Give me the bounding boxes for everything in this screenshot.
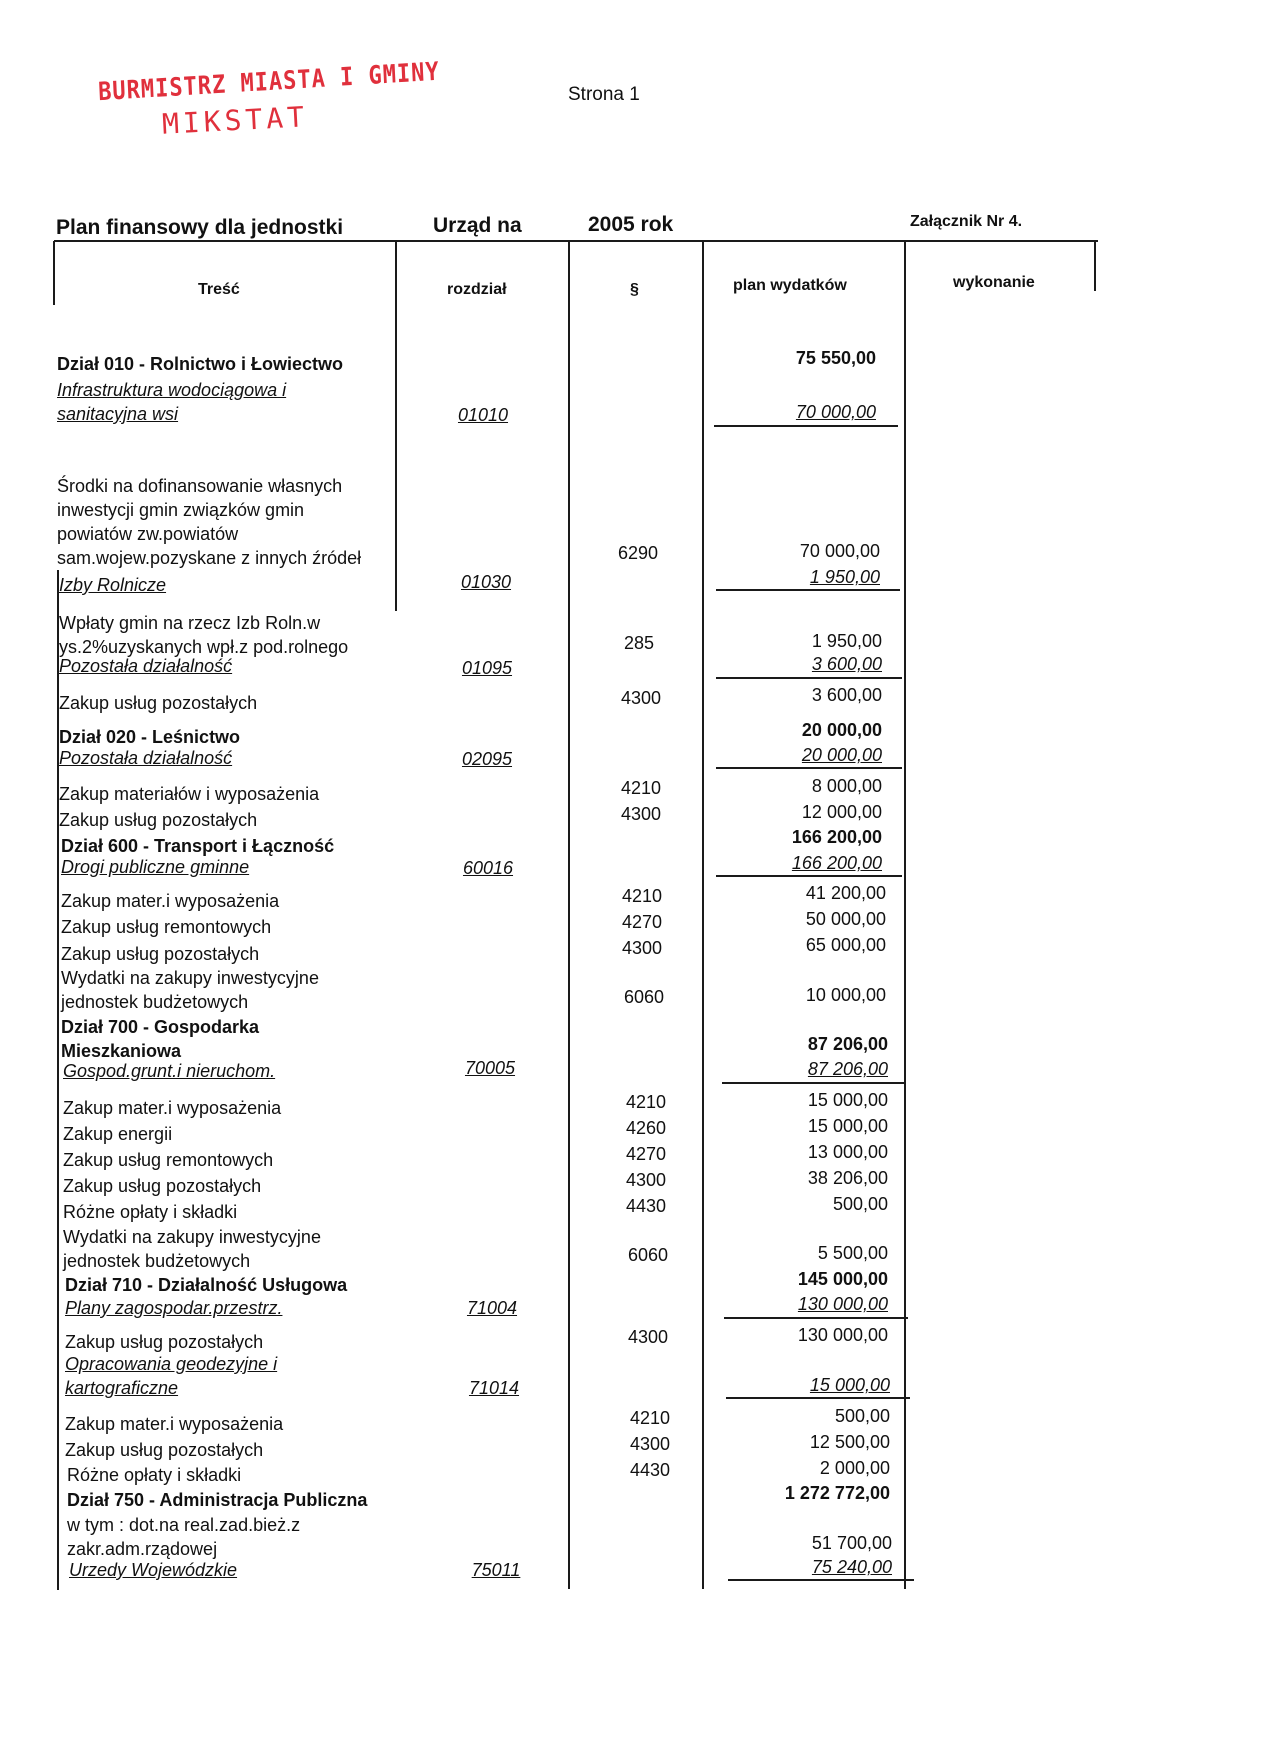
row-34-underline [728,1579,914,1581]
row-5-rozdzial: 01095 [461,658,513,678]
unit-label: Urząd na [433,214,522,237]
row-23-amount: 500,00 [832,1194,888,1214]
row-16-amount: 10 000,00 [805,985,886,1005]
row-19-text: Zakup mater.i wyposażenia [63,1098,282,1118]
stamp-line-2: MIKSTAT [161,100,309,141]
row-3-underline [716,589,900,591]
row-6-text: Zakup usług pozostałych [59,693,258,713]
row-3-rozdzial: 01030 [460,572,512,592]
row-19-amount: 15 000,00 [807,1090,888,1110]
row-17-amount: 87 206,00 [807,1034,888,1054]
row-10-text: Zakup usług pozostałych [59,810,258,830]
row-13-text: Zakup mater.i wyposażenia [61,891,280,911]
row-24-par: 6060 [627,1245,669,1265]
row-7-amount: 20 000,00 [801,720,882,740]
row-1-amount: 70 000,00 [795,402,876,422]
row-23-par: 4430 [625,1196,667,1216]
row-4-text: Wpłaty gmin na rzecz Izb Roln.w ys.2%uzyskanych wpł.z pod.rolnego [59,613,349,657]
row-10-amount: 12 000,00 [801,802,882,822]
row-0-amount: 75 550,00 [795,348,876,368]
row-18-rozdzial: 70005 [464,1058,516,1078]
row-33-text: w tym : dot.na real.zad.bież.z zakr.adm.rządowej [67,1515,301,1559]
row-0-text: Dział 010 - Rolnictwo i Łowiectwo [57,354,344,374]
row-34-amount: 75 240,00 [811,1557,892,1577]
row-27-par: 4300 [627,1327,669,1347]
row-8-rozdzial: 02095 [461,749,513,769]
row-31-par: 4430 [629,1460,671,1480]
row-31-amount: 2 000,00 [819,1458,890,1478]
row-21-text: Zakup usług remontowych [63,1150,274,1170]
row-30-text: Zakup usług pozostałych [65,1440,264,1460]
attachment-label: Załącznik Nr 4. [910,213,1023,230]
row-30-par: 4300 [629,1434,671,1454]
col-line-2 [568,241,570,1589]
row-25-amount: 145 000,00 [797,1269,888,1289]
row-20-par: 4260 [625,1118,667,1138]
row-16-text: Wydatki na zakupy inwestycyjne jednostek budżetowych [61,968,319,1012]
row-26-amount: 130 000,00 [797,1294,888,1314]
row-8-underline [716,767,902,769]
row-18-underline [722,1082,906,1084]
row-12-amount: 166 200,00 [791,853,882,873]
row-31-text: Różne opłaty i składki [67,1465,242,1485]
row-26-text: Plany zagospodar.przestrz. [65,1298,283,1318]
row-5-underline [716,677,902,679]
col-line-left [53,241,55,305]
row-24-amount: 5 500,00 [817,1243,888,1263]
row-32-amount: 1 272 772,00 [784,1483,890,1503]
col-header-plan: plan wydatków [733,277,847,294]
row-22-amount: 38 206,00 [807,1168,888,1188]
row-24-text: Wydatki na zakupy inwestycyjne jednostek budżetowych [63,1227,321,1271]
row-14-text: Zakup usług remontowych [61,917,272,937]
row-26-underline [724,1317,908,1319]
row-1-rozdzial: 01010 [457,405,509,425]
row-8-text: Pozostała działalność [59,748,233,768]
row-15-par: 4300 [621,938,663,958]
row-19-par: 4210 [625,1092,667,1112]
row-6-par: 4300 [620,688,662,708]
col-line-1 [395,241,397,611]
document-title: Plan finansowy dla jednostki [56,216,344,239]
row-17-text: Dział 700 - Gospodarka Mieszkaniowa [61,1017,260,1061]
row-7-text: Dział 020 - Leśnictwo [59,727,241,747]
row-3-text: Izby Rolnicze [59,575,167,595]
row-21-amount: 13 000,00 [807,1142,888,1162]
row-26-rozdzial: 71004 [466,1298,518,1318]
row-27-text: Zakup usług pozostałych [65,1332,264,1352]
row-3-amount: 1 950,00 [809,567,880,587]
row-13-amount: 41 200,00 [805,883,886,903]
row-20-text: Zakup energii [63,1124,173,1144]
row-8-amount: 20 000,00 [801,745,882,765]
row-30-amount: 12 500,00 [809,1432,890,1452]
row-33-amount: 51 700,00 [811,1533,892,1553]
row-20-amount: 15 000,00 [807,1116,888,1136]
col-line-right [1094,241,1096,291]
row-11-text: Dział 600 - Transport i Łączność [61,836,335,856]
row-28-amount: 15 000,00 [809,1375,890,1395]
row-18-text: Gospod.grunt.i nieruchom. [63,1061,276,1081]
row-23-text: Różne opłaty i składki [63,1202,238,1222]
row-2-amount: 70 000,00 [799,541,880,561]
row-34-rozdzial: 75011 [471,1560,521,1580]
row-28-rozdzial: 71014 [468,1378,520,1398]
row-22-text: Zakup usług pozostałych [63,1176,262,1196]
row-6-amount: 3 600,00 [811,685,882,705]
row-15-amount: 65 000,00 [805,935,886,955]
row-28-underline [726,1397,910,1399]
col-header-tresc: Treść [198,281,240,298]
col-header-wykonanie: wykonanie [953,274,1035,291]
row-34-text: Urzedy Wojewódzkie [69,1560,238,1580]
row-4-par: 285 [623,633,655,653]
row-29-amount: 500,00 [834,1406,890,1426]
row-12-text: Drogi publiczne gminne [61,857,250,877]
row-5-text: Pozostała działalność [59,656,233,676]
row-28-text: Opracowania geodezyjne i kartograficzne [65,1354,278,1398]
page-label: Strona 1 [568,84,640,105]
row-2-par: 6290 [617,543,659,563]
row-9-amount: 8 000,00 [811,776,882,796]
row-25-text: Dział 710 - Działalność Usługowa [65,1275,348,1295]
row-4-amount: 1 950,00 [811,631,882,651]
col-header-rozdzial: rozdział [447,281,507,298]
row-1-text: Infrastruktura wodociągowa i sanitacyjna wsi [57,380,287,424]
row-13-par: 4210 [621,886,663,906]
row-16-par: 6060 [623,987,665,1007]
row-27-amount: 130 000,00 [797,1325,888,1345]
year-label: 2005 rok [588,213,674,236]
row-10-par: 4300 [620,804,662,824]
row-21-par: 4270 [625,1144,667,1164]
row-14-par: 4270 [621,912,663,932]
row-1-underline [714,425,898,427]
row-5-amount: 3 600,00 [811,654,882,674]
row-29-text: Zakup mater.i wyposażenia [65,1414,284,1434]
row-15-text: Zakup usług pozostałych [61,944,260,964]
row-11-amount: 166 200,00 [791,827,882,847]
row-12-underline [716,875,902,877]
row-9-par: 4210 [620,778,662,798]
col-line-left-lower [57,570,59,1590]
stamp-line-1: BURMISTRZ MIASTA I GMINY [97,57,441,108]
row-32-text: Dział 750 - Administracja Publiczna [67,1490,368,1510]
row-9-text: Zakup materiałów i wyposażenia [59,784,320,804]
row-22-par: 4300 [625,1170,667,1190]
row-14-amount: 50 000,00 [805,909,886,929]
row-18-amount: 87 206,00 [807,1059,888,1079]
col-line-4 [904,241,906,1589]
header-top-rule [54,240,1098,242]
row-2-text: Środki na dofinansowanie własnych inwestycji gmin związków gmin powiatów zw.powiatów sam.wojew.pozyskane z innych źródeł [57,476,362,568]
row-29-par: 4210 [629,1408,671,1428]
row-12-rozdzial: 60016 [462,858,514,878]
col-header-paragraf: § [630,281,639,298]
